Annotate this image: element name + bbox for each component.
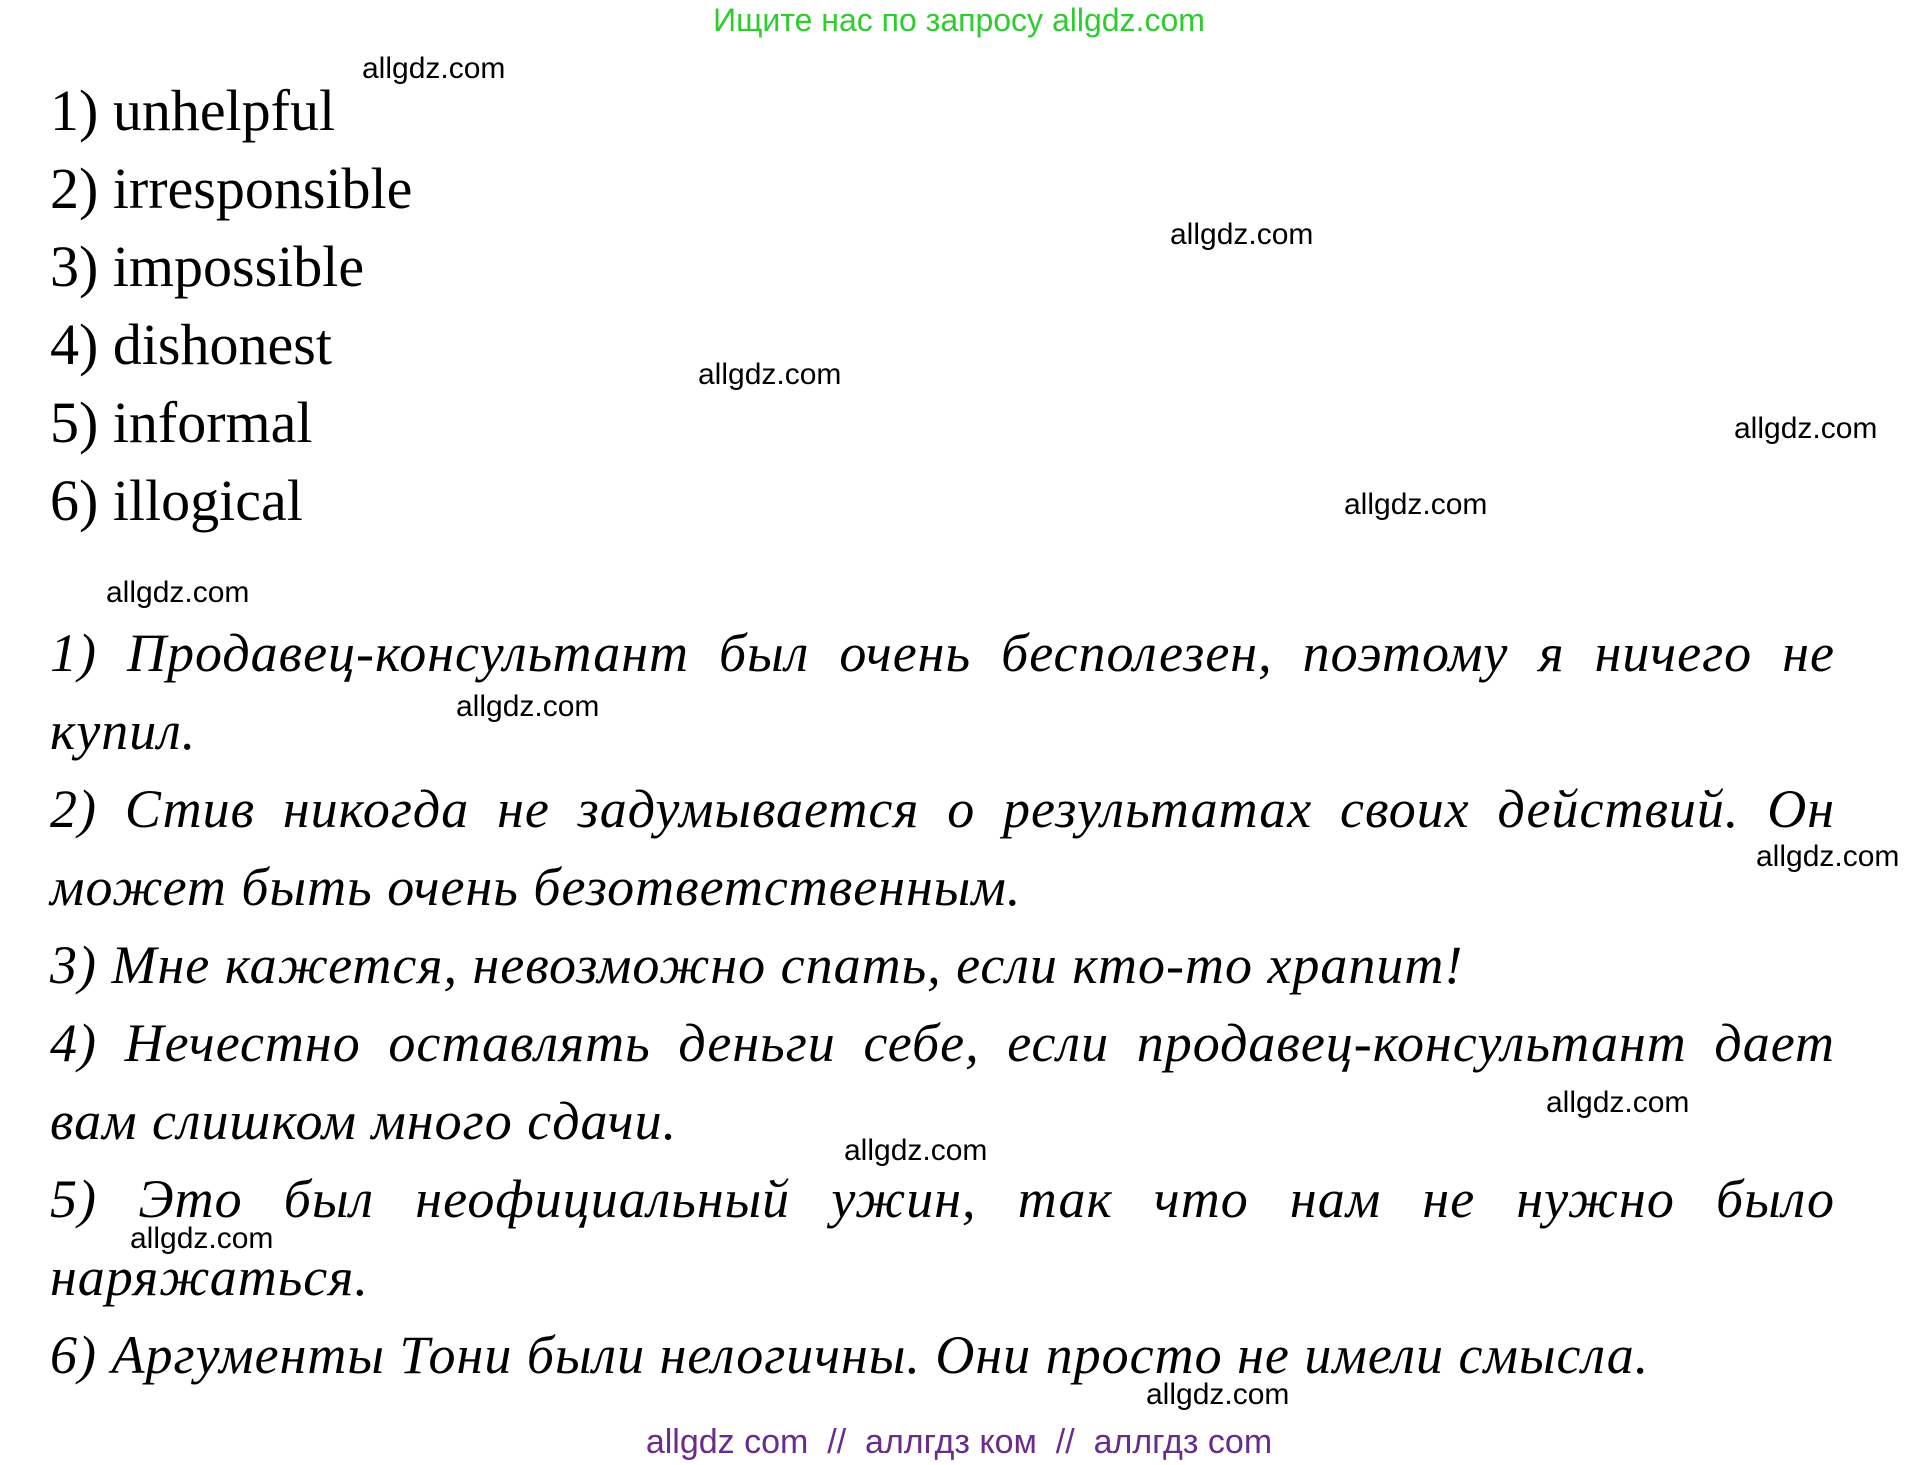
header-banner[interactable]: Ищите нас по запросу allgdz.com [713, 2, 1205, 38]
footer-banner[interactable]: allgdz com // аллгдз ком // аллгдз com [645, 1423, 1273, 1461]
watermark: allgdz.com [1146, 1378, 1290, 1411]
translation-item-5: 5) Это был неофициальный ужин, так что нам не нужно было наряжаться. [50, 1169, 1835, 1307]
watermark: allgdz.com [362, 52, 506, 85]
translation-item-2: 2) Стив никогда не задумывается о результатах своих действий. Он может быть очень безответственным. [50, 779, 1835, 917]
answer-item-5: 5) informal [50, 390, 313, 455]
watermark: allgdz.com [1734, 412, 1878, 445]
translation-item-3: 3) Мне кажется, невозможно спать, если кто-то храпит! [50, 935, 1464, 995]
watermark: allgdz.com [1170, 218, 1314, 251]
watermark: allgdz.com [844, 1134, 988, 1167]
answer-item-2: 2) irresponsible [50, 156, 413, 221]
watermark: allgdz.com [106, 576, 250, 609]
answer-item-4: 4) dishonest [50, 312, 332, 377]
watermark: allgdz.com [698, 358, 842, 391]
translation-item-1: 1) Продавец-консультант был очень бесполезен, поэтому я ничего не купил. [50, 623, 1835, 761]
watermark: allgdz.com [1546, 1086, 1690, 1119]
answer-word-list [50, 72, 412, 540]
answer-item-1: 1) unhelpful [50, 78, 336, 143]
watermark: allgdz.com [1344, 488, 1488, 521]
watermark: allgdz.com [1756, 840, 1900, 873]
translation-item-4: 4) Нечестно оставлять деньги себе, если продавец-консультант дает вам слишком много сдачи. [50, 1013, 1835, 1151]
translation-item-6: 6) Аргументы Тони были нелогичны. Они просто не имели смысла. [50, 1325, 1650, 1385]
answer-item-3: 3) impossible [50, 234, 365, 299]
watermark: allgdz.com [456, 690, 600, 723]
translation-list [50, 614, 1835, 1394]
watermark: allgdz.com [130, 1222, 274, 1255]
answer-item-6: 6) illogical [50, 468, 303, 533]
